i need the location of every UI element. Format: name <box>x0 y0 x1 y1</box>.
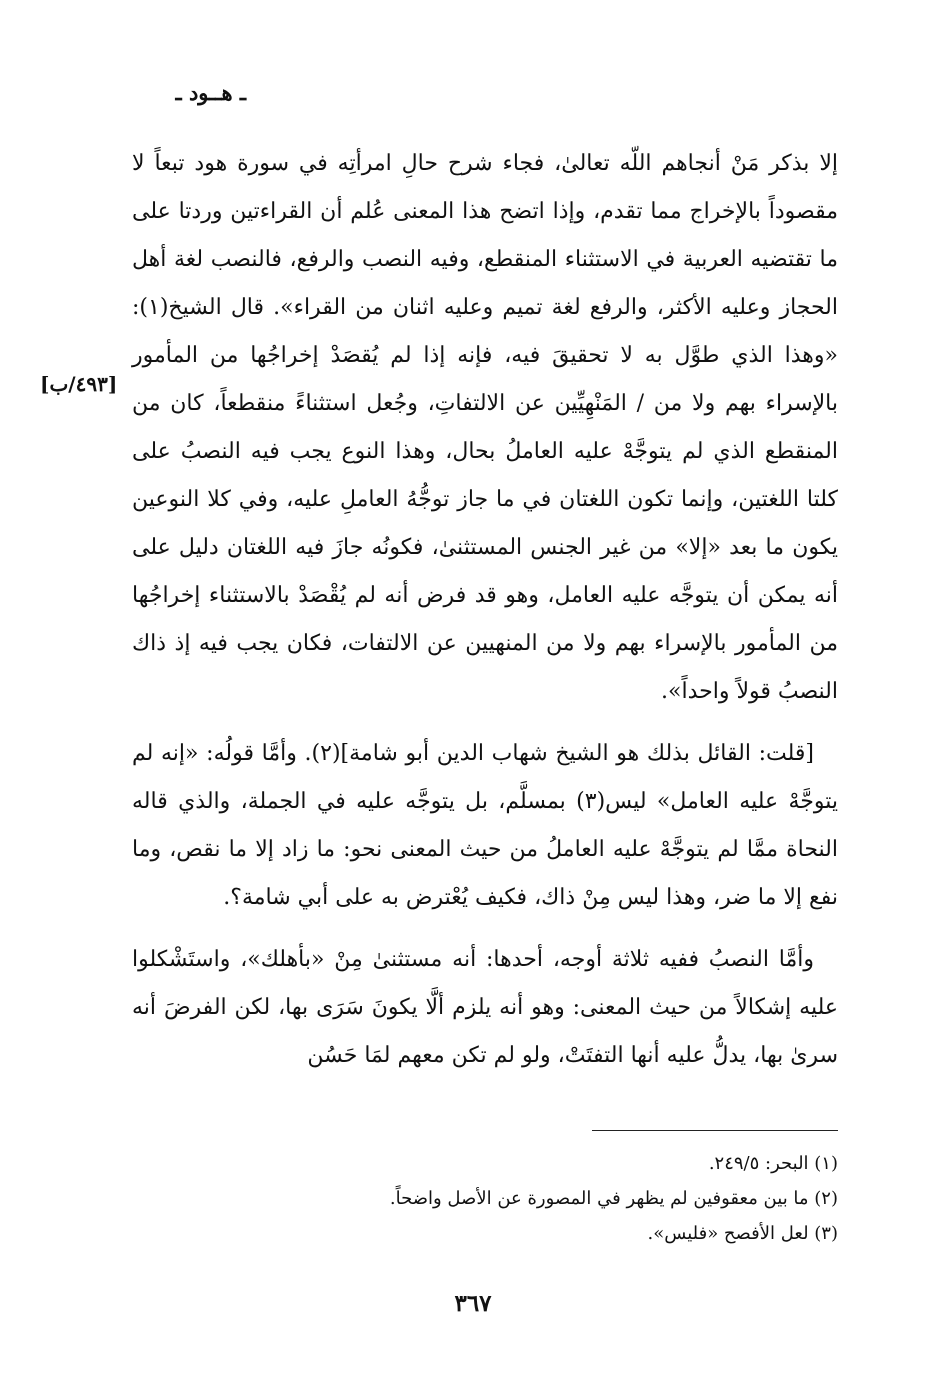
text-line: المأمور بالإسراء بهم ولا من / المَنْهِيِّين عن الالتفاتِ، وجُعل استثناءً منقطعاً، <box>132 343 838 416</box>
text-line: لا مقصوداً بالإخراج مما تقدم، وإذا اتضح هذا المعنى عُلم أن القراءتين وردتا <box>132 151 838 224</box>
main-text <box>132 140 838 1080</box>
text-line: النصبُ على كلتا اللغتين، وإنما تكون اللغتان في ما جاز توجُّهُ العاملِ عليه، <box>132 439 838 512</box>
text-line: أبي شامة؟. <box>223 885 329 910</box>
text-line: اللغتان دليل على أنه يمكن أن يتوجَّه عليه العامل، وهو قد فرض أنه لم يُقْصَدْ <box>132 535 838 608</box>
paragraph-3 <box>132 936 838 1080</box>
text-line: فكان يجب فيه إذ ذاك النصبُ قولاً واحداً». <box>132 631 838 704</box>
footnote-1: (١) البحر: ٢٤٩/٥. <box>708 1153 838 1174</box>
page-number: ٣٦٧ <box>454 1290 492 1317</box>
text-line: واستَشْكلوا عليه إشكالاً من حيث المعنى: وهو أنه يلزم ألَّا يكونَ سَرَى بها، <box>132 947 838 1020</box>
text-line: والذي قاله النحاة ممَّا لم يتوجَّهْ عليه العاملُ من حيث المعنى نحو: ما زاد إلا <box>132 789 839 862</box>
text-line: بالاستثناء إخراجُها من المأمور بالإسراء بهم ولا من المنهيين عن الالتفات، <box>132 583 838 656</box>
text-line: كان من المنقطع الذي لم يتوجَّهْ عليه العاملُ بحال، وهذا النوع يجب فيه <box>132 391 838 464</box>
text-line: لغة أهل الحجاز وعليه الأكثر، والرفع لغة تميم وعليه اثنان من القراء». قال <box>132 247 838 320</box>
footnote-2: (٢) ما بين معقوفين لم يظهر في المصورة عن الأصل واضحاً. <box>389 1188 838 1209</box>
paragraph-1 <box>132 140 838 716</box>
footnotes <box>132 1146 838 1251</box>
text-line: الشيخ(١): «وهذا الذي طوَّل به لا تحقيقَ فيه، فإنه إذا لم يُقصَدْ إخراجُها من <box>132 295 838 368</box>
text-line: على ما تقتضيه العربية في الاستثناء المنقطع، وفيه النصب والرفع، فالنصب <box>132 199 838 272</box>
manuscript-folio-marker: [٤٩٣/ب] <box>40 372 118 396</box>
paragraph-2 <box>132 730 838 922</box>
text-line: لكن الفرضَ أنه سرىٰ بها، يدلُّ عليه أنها التفتَتْ، ولو لم تكن معهم لمَا حَسُن <box>132 995 838 1068</box>
footnote-divider <box>592 1130 838 1131</box>
running-header: ـ هــود ـ <box>175 80 246 105</box>
text-line: «إنه لم يتوجَّهْ عليه العامل» ليس(٣) بمسلَّم، بل يتوجَّه عليه في الجملة، <box>132 741 838 814</box>
text-line: [قلت: القائل بذلك هو الشيخ شهاب الدين أبو شامة](٢). وأمَّا قولُه: <box>198 741 815 766</box>
text-line: ما نقص، وما نفع إلا ما ضر، وهذا ليس مِنْ ذاك، فكيف يُعْترض به على <box>132 837 838 910</box>
footnote-3: (٣) لعل الأفصح «فليس». <box>647 1223 838 1244</box>
text-line: وأمَّا النصبُ ففيه ثلاثة أوجه، أحدها: أنه مستثنىٰ مِنْ «بأهلك»، <box>230 947 814 972</box>
text-line: إلا بذكر مَنْ أنجاهم اللّه تعالىٰ، فجاء شرح حالِ امرأتِه في سورة هود تبعاً <box>144 151 838 176</box>
text-line: وفي كلا النوعين يكون ما بعد «إلا» من غير الجنس المستثنىٰ، فكونُه جازَ فيه <box>132 487 838 560</box>
